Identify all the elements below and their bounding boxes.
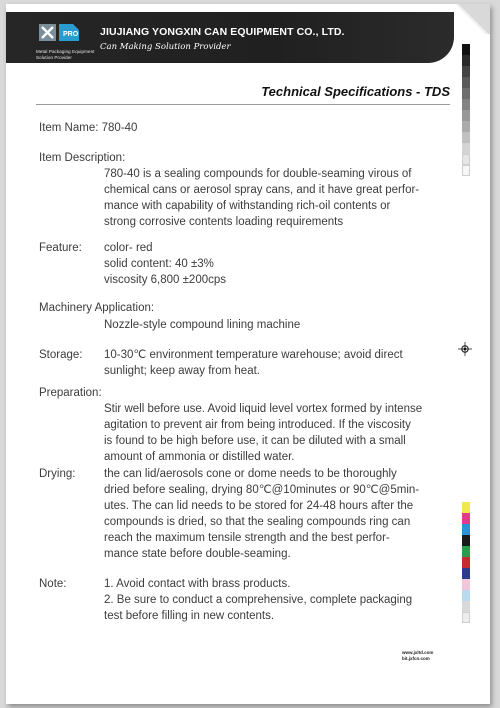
calibration-swatch	[462, 66, 470, 77]
calibration-swatch	[462, 165, 470, 176]
description-line: mance with capability of withstanding rich-oil contents or	[104, 200, 391, 212]
footer-website-2: bit.jxfcn.com	[402, 656, 430, 661]
machinery-label: Machinery Application:	[39, 302, 155, 314]
preparation-line: Stir well before use. Avoid liquid level vortex formed by intense	[104, 403, 423, 415]
calibration-swatch	[462, 568, 470, 579]
description-line: 780-40 is a sealing compounds for double-seaming virous of	[104, 168, 412, 180]
storage-line: sunlight; keep away from heat.	[104, 365, 260, 377]
calibration-swatch	[462, 110, 470, 121]
calibration-swatch	[462, 535, 470, 546]
document-page	[6, 4, 490, 704]
calibration-swatch	[462, 524, 470, 535]
feature-label: Feature:	[39, 242, 82, 254]
calibration-swatch	[462, 590, 470, 601]
tagline-line-1: Metal Packaging Equipment	[36, 49, 95, 54]
grayscale-calibration-bar	[462, 44, 470, 176]
calibration-swatch	[462, 44, 470, 55]
tagline-line-2: Solution Provider	[36, 55, 72, 60]
calibration-swatch	[462, 557, 470, 568]
item-name-row	[39, 120, 137, 136]
drying-line: reach the maximum tensile strength and the best perfor-	[104, 532, 390, 544]
machinery-value	[104, 317, 444, 333]
footer-websites	[402, 650, 433, 662]
storage-line: 10-30℃ environment temperature warehouse; avoid direct	[104, 349, 403, 361]
calibration-swatch	[462, 121, 470, 132]
description-line: chemical cans or aerosol spray cans, and it have great perfor-	[104, 184, 420, 196]
calibration-swatch	[462, 132, 470, 143]
note-label: Note:	[39, 578, 67, 590]
drying-line: mance state before double-seaming.	[104, 548, 291, 560]
company-subtitle: Can Making Solution Provider	[100, 42, 231, 52]
drying-line: compounds is dried, so that the sealing compounds ring can	[104, 516, 411, 528]
calibration-swatch	[462, 546, 470, 557]
drying-line: utes. The can lid needs to be stored for 24-48 hours after the	[104, 500, 414, 512]
feature-solid-content: solid content: 40 ±3%	[104, 258, 214, 270]
drying-text	[104, 466, 444, 562]
title-divider	[36, 104, 450, 105]
color-calibration-bar	[462, 502, 470, 623]
item-description-label: Item Description:	[39, 152, 126, 164]
calibration-swatch	[462, 143, 470, 154]
feature-viscosity: viscosity 6,800 ±200cps	[104, 274, 227, 286]
preparation-text	[104, 401, 444, 465]
storage-text	[104, 347, 444, 379]
item-name-label: Item Name:	[39, 122, 99, 134]
storage-label: Storage:	[39, 349, 83, 361]
drying-line: dried before sealing, drying 80℃@10minutes or 90℃@5min-	[104, 484, 420, 496]
feature-list	[104, 240, 444, 288]
company-name: JIUJIANG YONGXIN CAN EQUIPMENT CO., LTD.	[100, 26, 345, 38]
feature-color: color- red	[104, 242, 153, 254]
calibration-swatch	[462, 513, 470, 524]
svg-text:PRO: PRO	[63, 31, 79, 38]
calibration-swatch	[462, 601, 470, 612]
calibration-swatch	[462, 502, 470, 513]
calibration-swatch	[462, 99, 470, 110]
calibration-swatch	[462, 154, 470, 165]
calibration-swatch	[462, 612, 470, 623]
preparation-line: agitation to prevent air from being introduced. If the viscosity	[104, 419, 411, 431]
note-line: 2. Be sure to conduct a comprehensive, complete packaging	[104, 594, 413, 606]
description-line: strong corrosive contents loading requirements	[104, 216, 344, 228]
document-title: Technical Specifications - TDS	[261, 84, 450, 99]
note-line: 1. Avoid contact with brass products.	[104, 578, 291, 590]
preparation-line: amount of ammonia or distilled water.	[104, 451, 295, 463]
machinery-text: Nozzle-style compound lining machine	[104, 319, 301, 331]
note-text	[104, 576, 444, 624]
calibration-swatch	[462, 579, 470, 590]
calibration-swatch	[462, 77, 470, 88]
preparation-line: is found to be high before use, it can be diluted with a small	[104, 435, 406, 447]
drying-label: Drying:	[39, 468, 76, 480]
note-line: test before filling in new contents.	[104, 610, 275, 622]
footer-website-1: www.jxltd.com	[402, 650, 434, 655]
item-name-value: 780-40	[101, 122, 138, 134]
item-description-text	[104, 166, 444, 230]
calibration-swatch	[462, 55, 470, 66]
header-tagline	[36, 49, 95, 61]
preparation-label: Preparation:	[39, 387, 102, 399]
registration-mark-icon	[458, 342, 472, 356]
calibration-swatch	[462, 88, 470, 99]
company-header	[6, 12, 454, 63]
drying-line: the can lid/aerosols cone or dome needs to be thoroughly	[104, 468, 397, 480]
